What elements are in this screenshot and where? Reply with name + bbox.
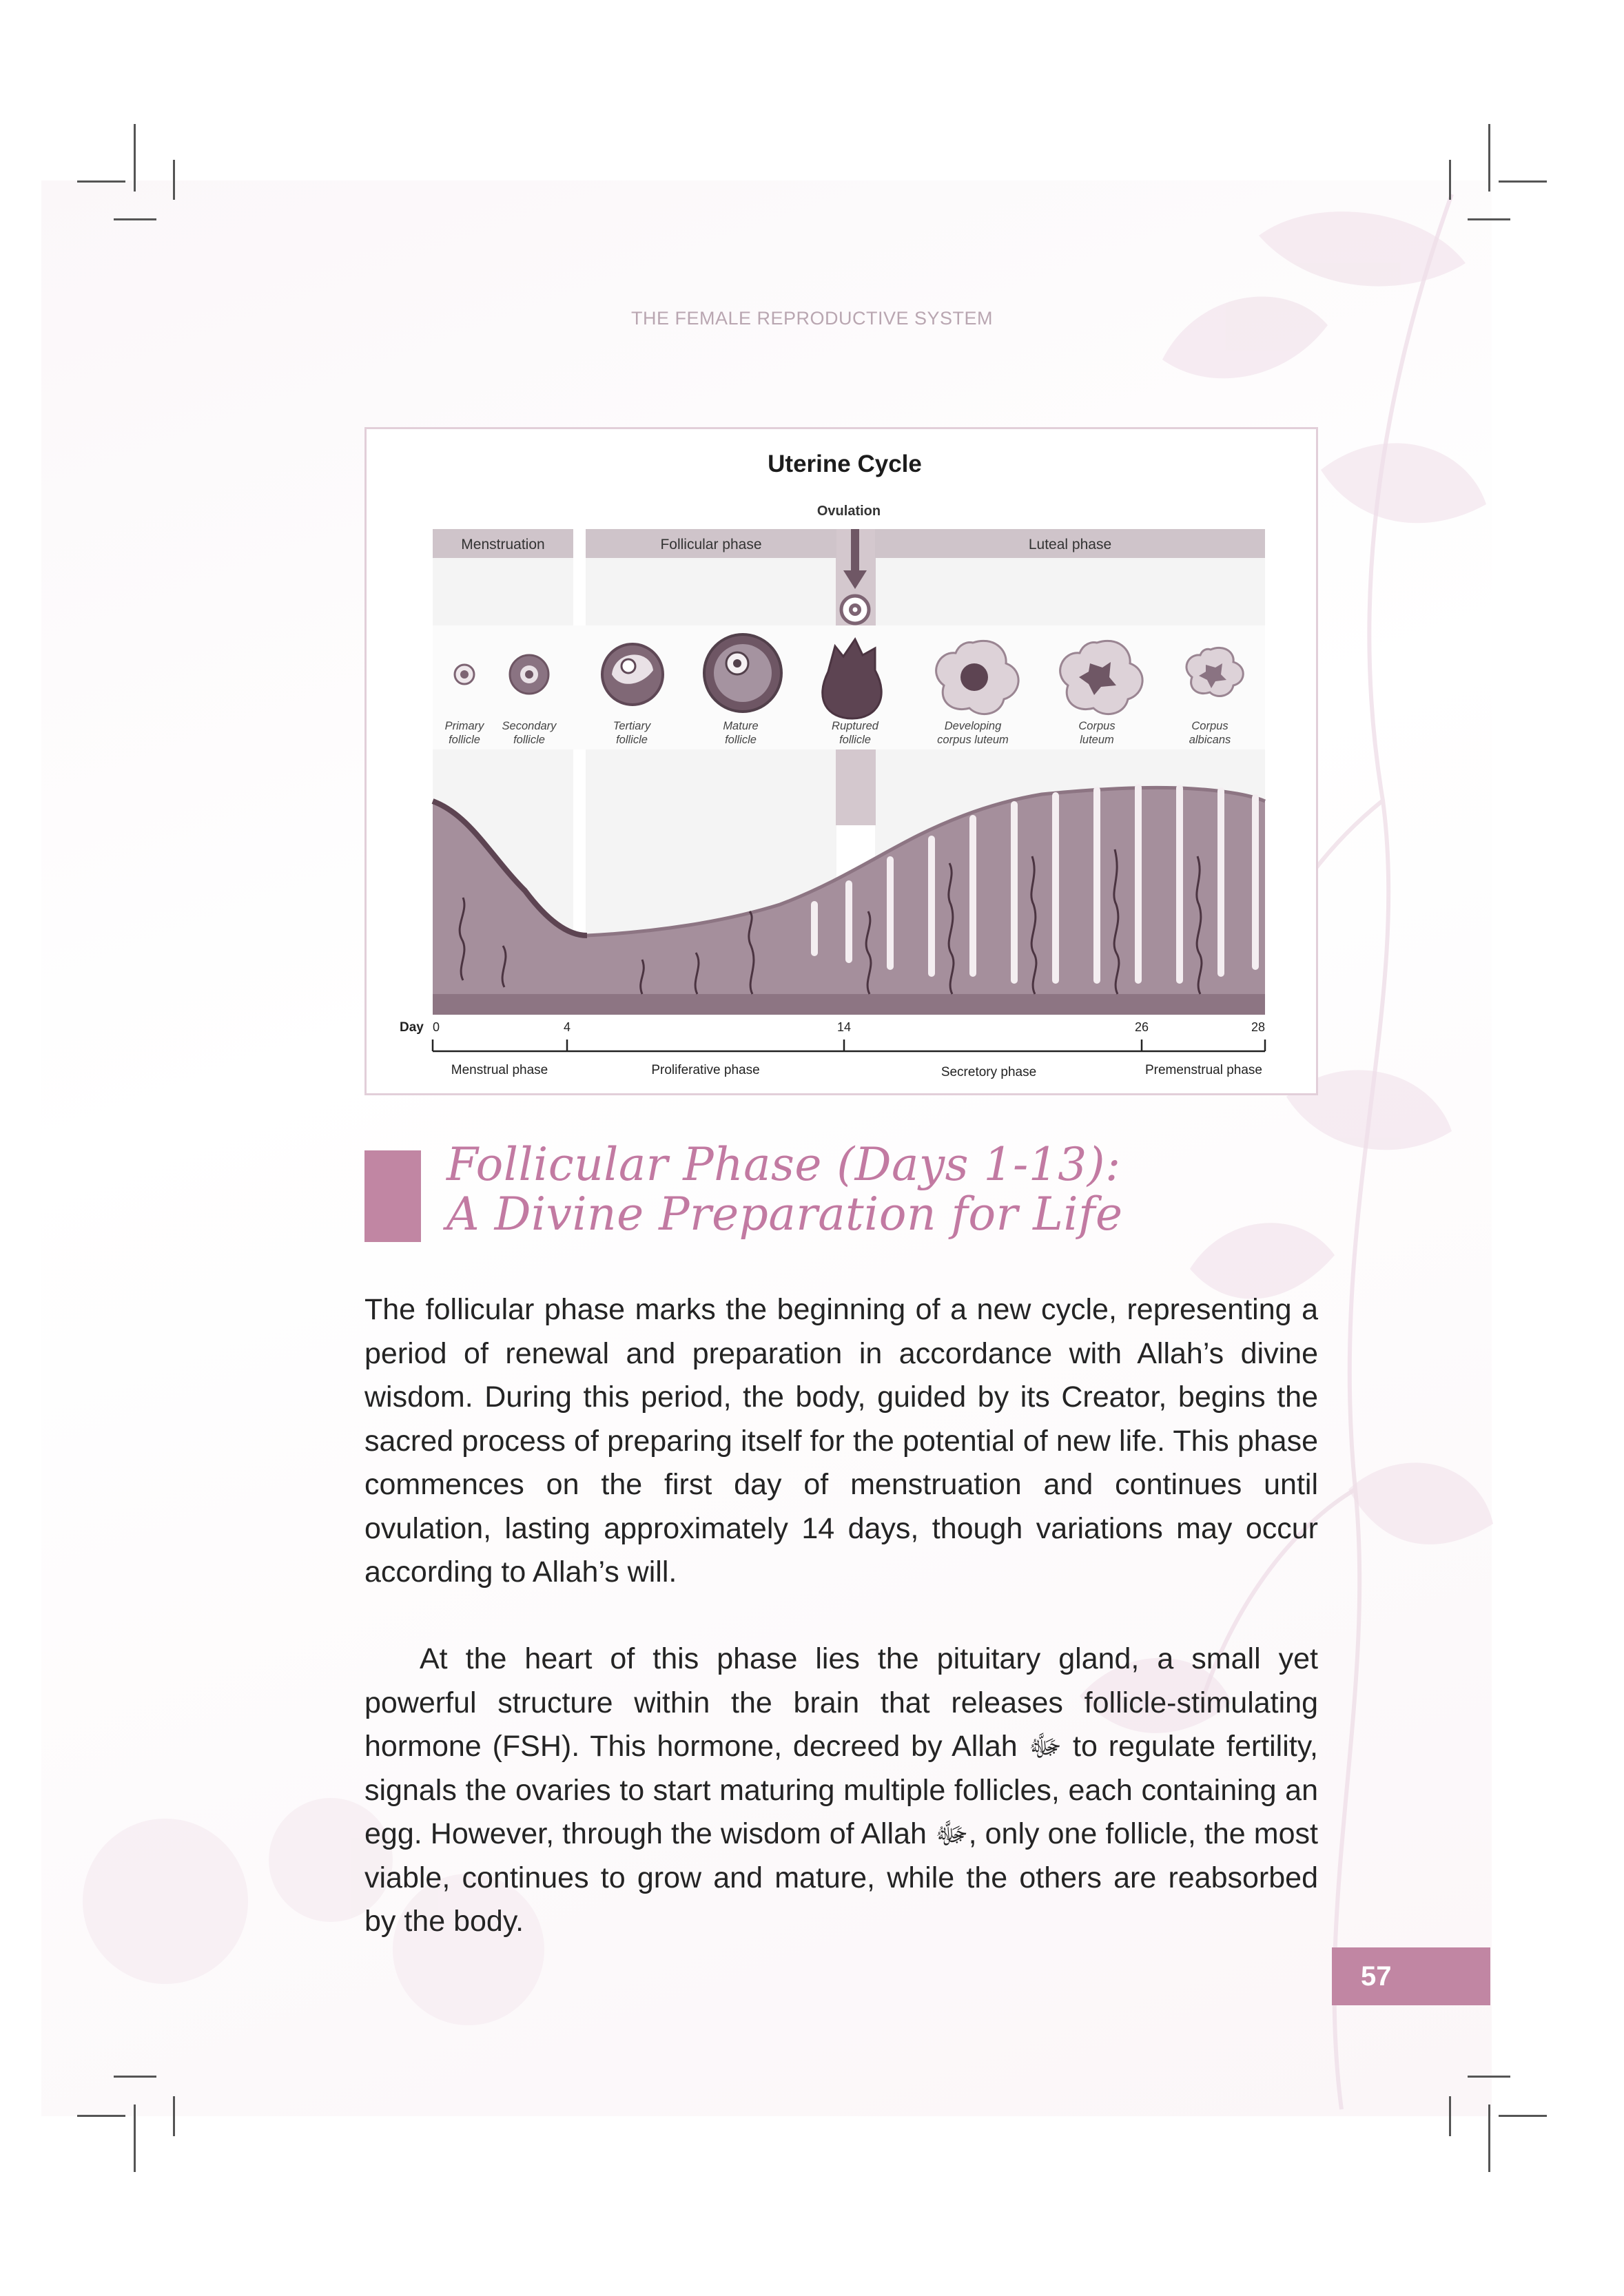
uterine-cycle-figure (364, 427, 1318, 1095)
crop-mark (173, 2096, 175, 2136)
tertiary-follicle-icon (602, 644, 663, 705)
day-tick-label: 28 (1251, 1020, 1265, 1034)
uterine-phase-label: Proliferative phase (651, 1063, 760, 1077)
running-header: THE FEMALE REPRODUCTIVE SYSTEM (630, 308, 994, 329)
follicle-label: Primary (444, 720, 484, 732)
crop-mark (1488, 2104, 1490, 2172)
uterine-phase-label: Secretory phase (941, 1065, 1037, 1079)
crop-mark (134, 2104, 136, 2172)
day-tick-label: 26 (1134, 1020, 1149, 1034)
phase-label-follicular: Follicular phase (660, 537, 762, 552)
follicle-label: luteum (1080, 734, 1114, 746)
crop-mark (1499, 2115, 1547, 2117)
crop-mark (77, 2115, 125, 2117)
crop-mark (77, 180, 125, 183)
section-heading (446, 1140, 1342, 1239)
follicle-label: albicans (1189, 734, 1231, 746)
follicle-label: Ruptured (832, 720, 878, 732)
follicle-label: Secondary (502, 720, 557, 732)
follicle-label: Developing (944, 720, 1002, 732)
day-tick-label: 0 (433, 1020, 440, 1034)
body-paragraph: The follicular phase marks the beginning of a new cycle, representing a period of renewal and preparation in accordance with Allah’s divine wisdom. During this period, the body, guided by its Creator, begins the sacred process of preparing itself for the potential of new life. This phase commences on the first day of menstruation and continues until ovulation, lasting approximately 14 days, though variations may occur according to Allah’s will. (364, 1293, 1318, 1589)
heading-accent-bar (364, 1150, 421, 1242)
follicle-label: corpus luteum (937, 734, 1009, 746)
crop-mark (1499, 180, 1547, 183)
day-tick-label: 4 (563, 1020, 571, 1034)
section-heading-line1: Follicular Phase (Days 1-13): (446, 1138, 1121, 1191)
crop-mark (114, 218, 156, 220)
crop-mark (1488, 124, 1490, 192)
page-number: 57 (1332, 1947, 1490, 2005)
ovulation-label: Ovulation (816, 504, 881, 519)
follicle-label: follicle (616, 734, 648, 746)
mature-follicle-icon (704, 634, 781, 712)
figure-title: Uterine Cycle (768, 451, 922, 477)
follicle-label: Tertiary (613, 720, 651, 732)
follicle-label: follicle (449, 734, 480, 746)
follicle-label: Mature (723, 720, 759, 732)
section-heading-line2: A Divine Preparation for Life (446, 1188, 1123, 1241)
crop-mark (173, 160, 175, 200)
uterine-phase-label: Premenstrual phase (1144, 1063, 1263, 1077)
follicle-label: follicle (839, 734, 871, 746)
follicle-label: follicle (725, 734, 757, 746)
follicle-label: Corpus (1078, 720, 1116, 732)
crop-mark (1468, 2076, 1510, 2078)
crop-mark (114, 2076, 156, 2078)
follicle-label: follicle (513, 734, 545, 746)
follicle-label: Corpus (1191, 720, 1229, 732)
phase-label-luteal: Luteal phase (1028, 537, 1112, 552)
primary-follicle-icon (455, 665, 474, 684)
phase-label-menstruation: Menstruation (461, 537, 545, 552)
crop-mark (1449, 160, 1451, 200)
released-oocyte-icon (841, 596, 869, 623)
body-paragraph: At the heart of this phase lies the pituitary gland, a small yet powerful structure within the brain that releases follicle-stimulating hormone (FSH). This hormone, decreed by Allah ﷻ to regulate fertility, signals the ovaries to start maturing multiple follicles, each containing an egg. However, through the wisdom of Allah ﷻ, only one follicle, the most viable, continues to grow and mature, while the others are reabsorbed by the body. (364, 1642, 1318, 1938)
crop-mark (134, 124, 136, 192)
uterine-cycle-diagram (367, 429, 1316, 1093)
crop-mark (1468, 218, 1510, 220)
crop-mark (1449, 2096, 1451, 2136)
secondary-follicle-icon (510, 655, 548, 694)
day-axis-label: Day (400, 1020, 424, 1035)
uterine-phase-label: Menstrual phase (451, 1063, 548, 1077)
day-tick-label: 14 (836, 1020, 852, 1034)
